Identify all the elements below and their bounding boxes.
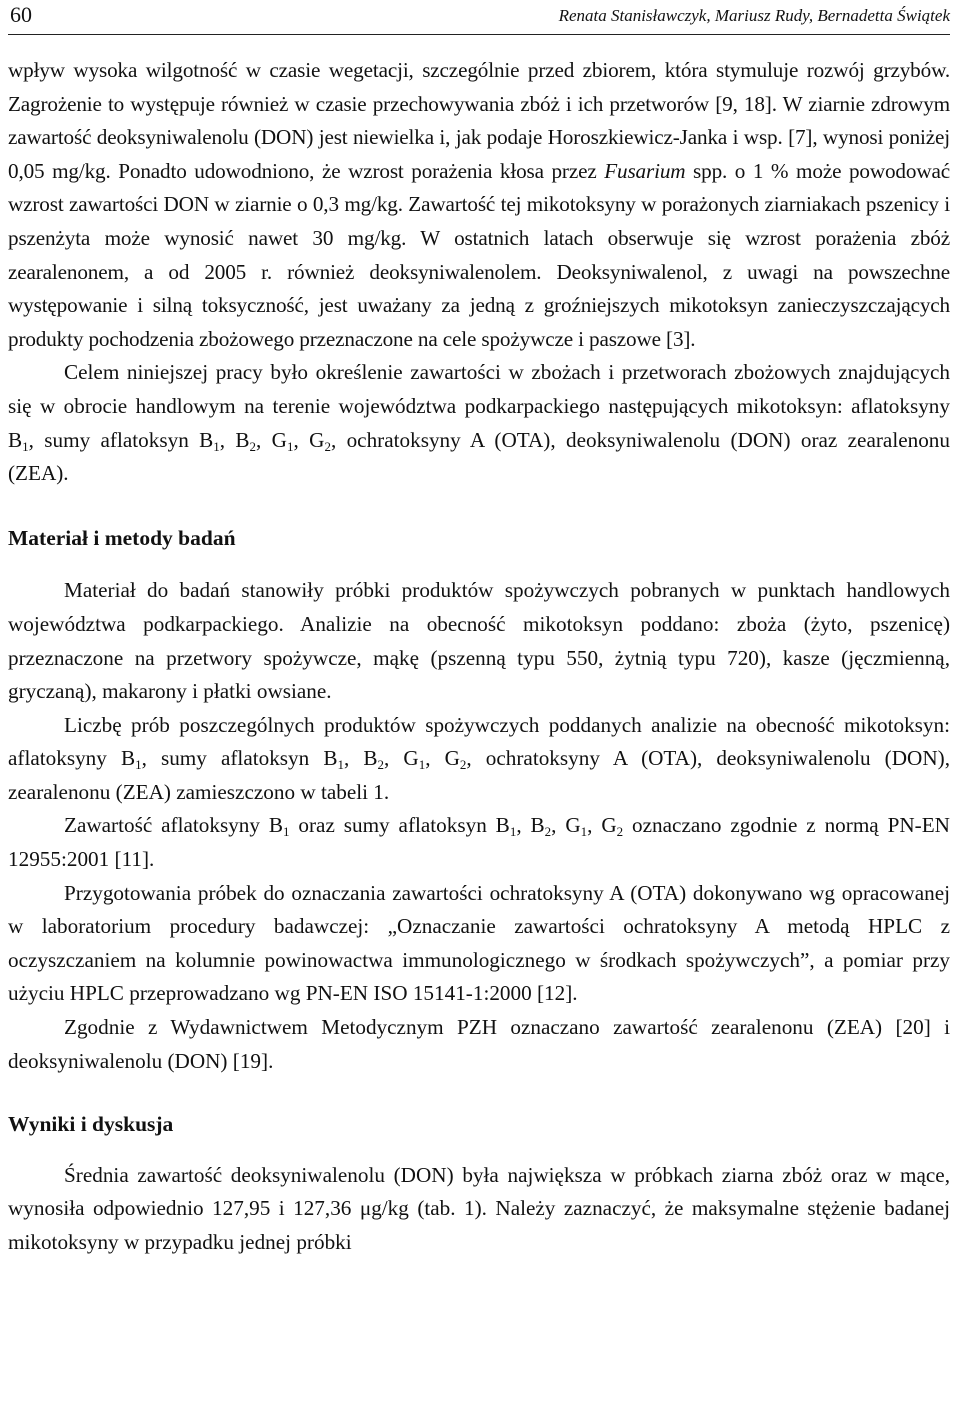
paragraph-aflatoxin-method: Zawartość aflatoksyny $B_1$ oraz sumy aflatoksyn $B_1$, $B_2$, $G_1$, $G_2$ oznaczano zgodnie z normą PN-EN 12955:2001 [11]. <box>8 813 950 872</box>
paragraph-sample-count: Liczbę prób poszczególnych produktów spożywczych poddanych analizie na obecność mikotoksyn: aflatoksyny $B_1$, sumy aflatoksyn $B_1$, $B_2$, $G_1$, $G_2$, ochratoksyny A (OTA), deoksyniwalenolu (DON), zearalenonu (ZEA) zamieszczono w tabeli 1. <box>8 712 950 804</box>
running-head-authors: Renata Stanisławczyk, Mariusz Rudy, Bernadetta Świątek <box>558 6 950 25</box>
paragraph-ota-method: Przygotowania próbek do oznaczania zawartości ochratoksyny A (OTA) dokonywano wg opracowanej w laboratorium procedury badawczej: „Oznaczanie zawartości ochratoksyny A metodą HPLC z oczyszczaniem na kolumnie powinowactwa immunologicznego w środkach spożywczych”, a pomiar przy użyciu HPLC przeprowadzano wg PN-EN ISO 15141-1:2000 [12]. <box>8 880 950 1006</box>
running-header <box>8 0 950 35</box>
paragraph-material: Materiał do badań stanowiły próbki produktów spożywczych pobranych w punktach handlowych województwa podkarpackiego. Analizie na obecność mikotoksyn poddano: zboża (żyto, pszenicę) przeznaczone na przetwory spożywcze, mąkę (pszenną typu 550, żytnią typu 720), kasze (jęczmienną, gryczaną), makarony i płatki owsiane. <box>8 578 950 704</box>
document-body <box>8 35 950 1260</box>
paragraph-zea-don-method: Zgodnie z Wydawnictwem Metodycznym PZH oznaczano zawartość zearalenonu (ZEA) [20] i deoksyniwalenolu (DON) [19]. <box>8 1015 950 1073</box>
paragraph-intro: wpływ wysoka wilgotność w czasie wegetacji, szczególnie przed zbiorem, która stymuluje rozwój grzybów. Zagrożenie to występuje również w czasie przechowywania zbóż i ich przetworów [9, 18]. W ziarnie zdrowym zawartość deoksyniwalenolu (DON) jest niewielka i, jak podaje Horoszkiewicz-Janka i wsp. [7], wynosi poniżej 0,05 mg/kg. Ponadto udowodniono, że wzrost porażenia kłosa przez Fusarium spp. o 1 % może powodować wzrost zawartości DON w ziarnie o 0,3 mg/kg. Zawartość tej mikotoksyny w porażonych ziarniakach pszenicy i pszenżyta może wynosić nawet 30 mg/kg. W ostatnich latach obserwuje się wzrost porażenia zbóż zearalenonem, a od 2005 r. również deoksyniwalenolem. Deoksyniwalenol, z uwagi na powszechne występowanie i silną toksyczność, jest uważany za jedną z groźniejszych mikotoksyn zanieczyszczających produkty pochodzenia zbożowego przeznaczone na cele spożywcze i paszowe [3]. <box>8 58 950 351</box>
paragraph-aim: Celem niniejszej pracy było określenie zawartości w zbożach i przetworach zbożowych znajdujących się w obrocie handlowym na terenie województwa podkarpackiego następujących mikotoksyn: aflatoksyny $B_1$, sumy aflatoksyn $B_1$, $B_2$, $G_1$, $G_2$, ochratoksyny A (OTA), deoksyniwalenolu (DON) oraz zearalenonu (ZEA). <box>8 360 950 486</box>
page-number: 60 <box>10 2 32 27</box>
italic-term: Fusarium <box>604 158 686 183</box>
paragraph-results: Średnia zawartość deoksyniwalenolu (DON) była największa w próbkach ziarna zbóż oraz w mące, wynosiła odpowiednio 127,95 i 127,36 μg/kg (tab. 1). Należy zaznaczyć, że maksymalne stężenie badanej mikotoksyny w przypadku jednej próbki <box>8 1162 950 1254</box>
section-heading-materials-methods: Materiał i metody badań <box>8 525 236 550</box>
section-heading-results: Wyniki i dyskusja <box>8 1112 174 1137</box>
